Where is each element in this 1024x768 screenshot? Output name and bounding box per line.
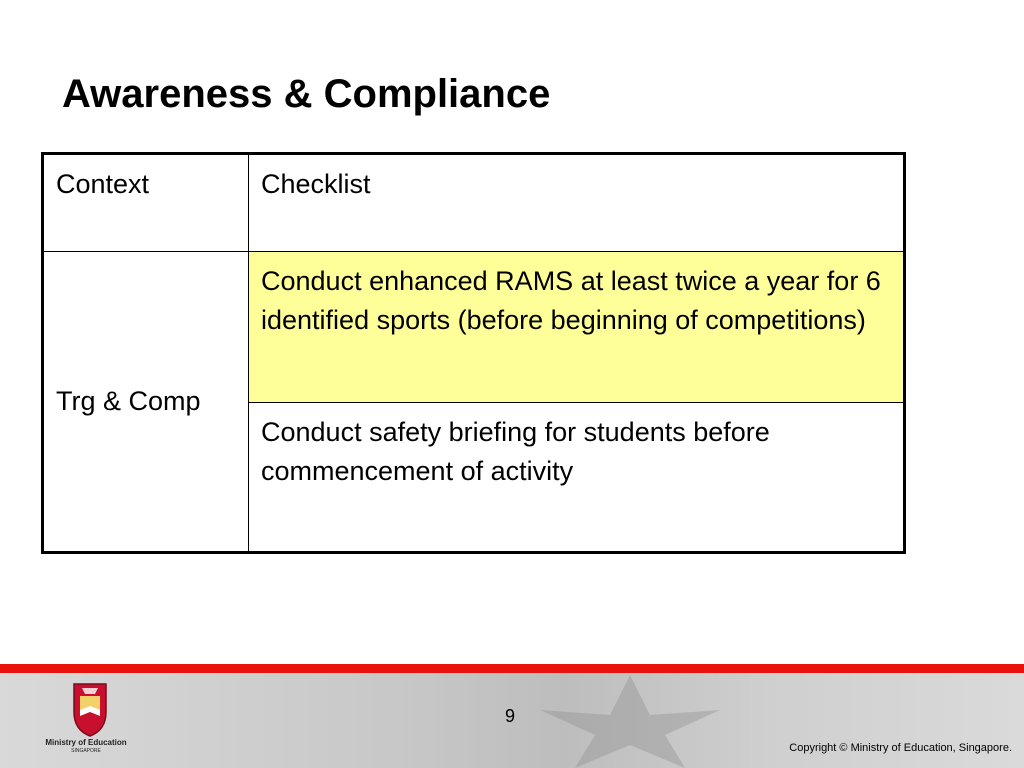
context-cell: Trg & Comp bbox=[43, 252, 249, 553]
header-checklist: Checklist bbox=[249, 154, 905, 252]
checklist-cell-highlighted: Conduct enhanced RAMS at least twice a year for 6 identified sports (before beginning of competitions) bbox=[249, 252, 905, 403]
starfish-background-icon bbox=[520, 670, 740, 768]
header-context: Context bbox=[43, 154, 249, 252]
logo-label bbox=[40, 738, 132, 756]
slide-title: Awareness & Compliance bbox=[62, 72, 551, 116]
logo-name: Ministry of Education bbox=[45, 738, 127, 747]
copyright-text: Copyright © Ministry of Education, Singapore. bbox=[789, 742, 1012, 754]
checklist-cell: Conduct safety briefing for students before commencement of activity bbox=[249, 403, 905, 553]
page-number: 9 bbox=[505, 706, 516, 726]
table-row bbox=[43, 252, 905, 403]
accent-divider bbox=[0, 664, 1024, 673]
checklist-table bbox=[41, 152, 906, 554]
logo-sub: SINGAPORE bbox=[71, 748, 101, 754]
table-header-row bbox=[43, 154, 905, 252]
